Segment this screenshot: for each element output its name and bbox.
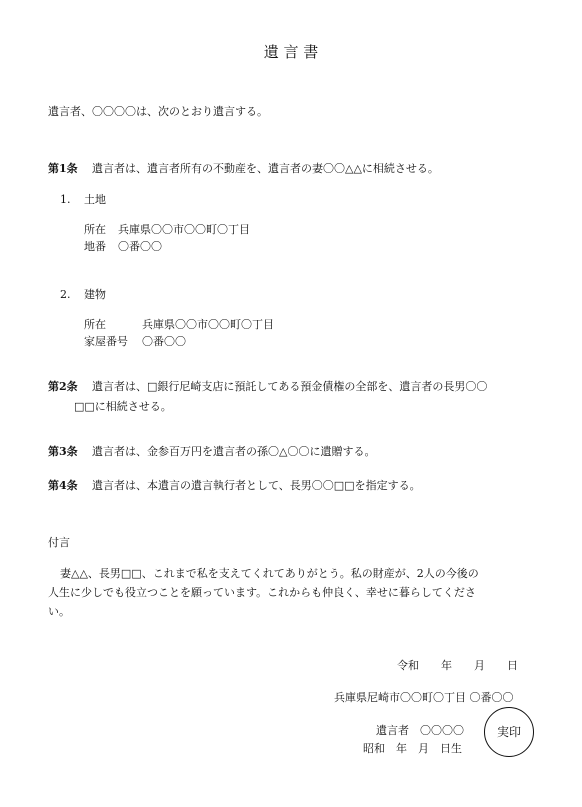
item-2-location-label: 所在 — [84, 318, 106, 331]
item-1-location-value: 兵庫県〇〇市〇〇町〇丁目 — [118, 223, 250, 236]
intro-text: 遺言者、〇〇〇〇は、次のとおり遺言する。 — [48, 105, 268, 118]
article-1-label: 第1条 — [48, 162, 78, 175]
signature-date: 令和 年 月 日 — [397, 659, 518, 672]
appendix-heading: 付言 — [48, 536, 70, 549]
seal-stamp-label: 実印 — [496, 725, 521, 739]
item-1-lot-label: 地番 — [84, 240, 106, 253]
item-1-location-label: 所在 — [84, 223, 106, 236]
item-1-name: 土地 — [84, 193, 106, 206]
item-2-number: 2. — [60, 288, 71, 301]
item-2-house-number-value: 〇番〇〇 — [142, 335, 186, 348]
article-2-line-2: □□に相続させる。 — [74, 400, 172, 413]
document-title: 遺 言 書 — [263, 43, 319, 61]
signature-testator: 遺言者 〇〇〇〇 — [376, 724, 464, 737]
article-4-label: 第4条 — [48, 479, 78, 492]
item-2-name: 建物 — [84, 288, 106, 301]
article-3-text: 遺言者は、金参百万円を遺言者の孫〇△〇〇に遺贈する。 — [92, 445, 376, 458]
item-2-house-number-label: 家屋番号 — [84, 335, 128, 348]
signature-birth-date: 昭和 年 月 日生 — [363, 742, 462, 755]
article-3-label: 第3条 — [48, 445, 78, 458]
appendix-line-1: 妻△△、長男□□、これまで私を支えてくれてありがとう。私の財産が、2人の今後の — [60, 567, 479, 580]
item-1-lot-value: 〇番〇〇 — [118, 240, 162, 253]
appendix-line-3: い。 — [48, 605, 70, 618]
article-4-text: 遺言者は、本遺言の遺言執行者として、長男〇〇□□を指定する。 — [92, 479, 421, 492]
item-1-number: 1. — [60, 193, 71, 206]
article-2-line-1: 遺言者は、□銀行尼崎支店に預託してある預金債権の全部を、遺言者の長男〇〇 — [92, 380, 488, 393]
item-2-location-value: 兵庫県〇〇市〇〇町〇丁目 — [142, 318, 274, 331]
article-1-text: 遺言者は、遺言者所有の不動産を、遺言者の妻〇〇△△に相続させる。 — [92, 162, 439, 175]
article-2-label: 第2条 — [48, 380, 78, 393]
appendix-line-2: 人生に少しでも役立つことを願っています。これからも仲良く、幸せに暮らしてくださ — [48, 586, 476, 599]
signature-address: 兵庫県尼崎市〇〇町〇丁目 〇番〇〇 — [334, 691, 514, 704]
seal-stamp — [484, 707, 534, 757]
